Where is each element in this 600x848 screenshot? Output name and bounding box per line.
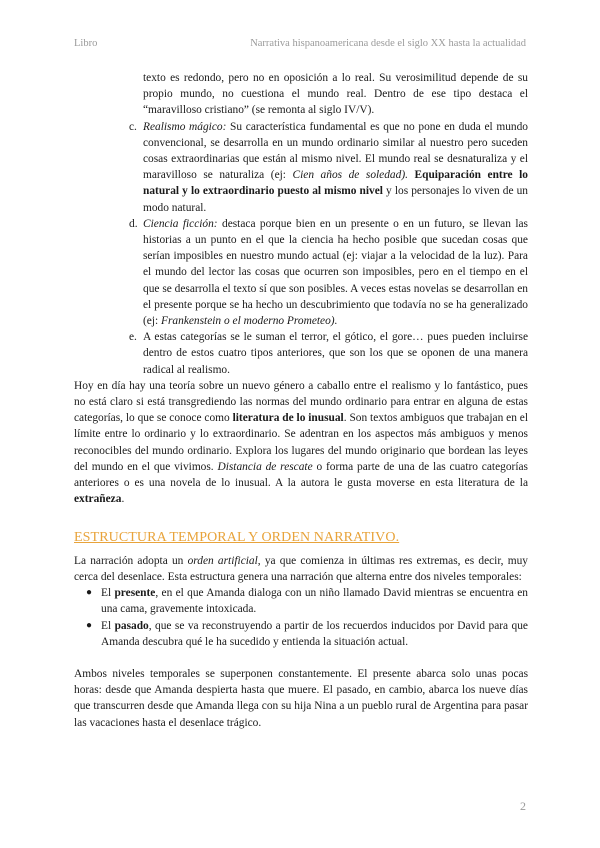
bold-term: presente xyxy=(114,587,156,600)
list-item-d xyxy=(74,216,528,329)
item-marker: e. xyxy=(129,331,137,344)
italic-term: orden artificial xyxy=(187,554,258,567)
item-text: destaca porque bien en un presente o en un futuro, se llevan las historias a un punto en el que la ciencia ha hecho posible que sucedan cosas que serían imposibles en nuestro mundo actual (ej: viajar a la velocidad de la luz). Para el mundo del lector las cosas que ocurren son imposibles, pero en el tiempo en el que se desarrolla el texto sí que son posibles. A veces estas novelas se desarrollan en el presente porque se ha hecho un descubrimiento que todavía no se ha generalizado (ej: xyxy=(143,217,528,328)
item-text: Su característica fundamental es que no pone en duda el mundo convencional, se desarrolla en un mundo ordinario similar al nuestro pero suceden cosas extraordinarias que están al mismo nivel. El mundo real se desnaturaliza y el maravilloso se naturaliza (ej: xyxy=(143,120,528,182)
item-marker: d. xyxy=(129,217,138,230)
item-marker: c. xyxy=(129,120,137,133)
text-run: . Son textos ambiguos que trabajan en el límite entre lo ordinario y lo extraordinario. Se adentran en los aspectos más ambiguos y menos reconocibles del mundo ordinario. Explora los lugares del mundo originario que bordean las leyes del mundo en el que vivimos. xyxy=(74,412,528,473)
text-run: , ya que comienza in últimas res extremas, es decir, muy cerca del desenlace. Esta estructura genera una narración que alterna entre dos niveles temporales: xyxy=(74,554,528,583)
section-heading: ESTRUCTURA TEMPORAL Y ORDEN NARRATIVO. xyxy=(74,530,400,546)
text-run: . xyxy=(121,493,125,506)
text-run: El xyxy=(101,587,115,600)
bullet-item-presente xyxy=(74,585,528,617)
text-run: o forma parte de una de las cuatro categorías anteriores o es una novela de lo inusual. A la autora le gusta moverse en esta literatura de la xyxy=(74,460,528,490)
text-run: , en el que Amanda dialoga con un niño llamado David mientras se encuentra en una cama, gravemente intoxicada. xyxy=(101,587,528,616)
bold-term: extrañeza xyxy=(74,493,122,506)
bold-term: pasado xyxy=(114,619,149,632)
item-text-end: y los personajes lo viven de un modo natural. xyxy=(143,185,528,214)
bold-term: literatura de lo inusual xyxy=(232,412,344,425)
item-example: Frankenstein o el moderno Prometeo). xyxy=(161,315,338,328)
list-item-e xyxy=(74,329,528,378)
text-run: , que se va reconstruyendo a partir de los recuerdos inducidos por David para que Amanda descubra qué le ha sucedido y entienda la situación actual. xyxy=(101,619,528,648)
list-item-c xyxy=(74,119,528,216)
paragraph-niveles: Ambos niveles temporales se superponen constantemente. El presente abarca solo unas pocas horas: desde que Amanda despierta hasta que muere. El pasado, en cambio, abarca los nueve días que transcurren desde que Amanda llega con su hija Nina a un pueblo rural de Argentina para pasar las vacaciones hasta el desenlace trágico. xyxy=(74,667,528,729)
item-b-continuation: texto es redondo, pero no en oposición a lo real. Su verosimilitud depende de su propio mundo, no cuestiona el mundo real. Dentro de ese tipo destaca el “maravilloso cristiano” (se remonta al siglo IV/V). xyxy=(143,72,528,117)
document-body xyxy=(74,70,528,731)
page-number: 2 xyxy=(520,799,526,813)
item-term: Realismo mágico: xyxy=(143,120,227,133)
text-run: La narración adopta un xyxy=(74,554,188,567)
bullet-dot-icon: ● xyxy=(86,619,93,631)
item-text: A estas categorías se le suman el terror, el gótico, el gore… pues pueden incluirse dentro de estos cuatro tipos anteriores, que son los que se oponen de una manera radical al realismo. xyxy=(143,331,528,376)
item-example: Cien años de soledad). xyxy=(292,169,408,182)
bullet-list xyxy=(74,585,528,650)
bullet-item-pasado xyxy=(74,618,528,650)
item-bold-text: Equiparación entre lo natural y lo extraordinario puesto al mismo nivel xyxy=(143,169,528,198)
text-run: El xyxy=(101,619,115,632)
header-left-title: Libro xyxy=(74,38,98,49)
bullet-dot-icon: ● xyxy=(86,587,93,599)
book-title: Distancia de rescate xyxy=(217,460,313,473)
item-term: Ciencia ficción: xyxy=(143,217,218,230)
text-run: Hoy en día hay una teoría sobre un nuevo género a caballo entre el realismo y lo fantástico, pues no está claro si está transgrediendo las normas del mundo ordinario para entrar en alguna de estas categorías, lo que se conoce como xyxy=(74,379,528,425)
paragraph-narracion xyxy=(74,553,528,585)
page-header xyxy=(74,38,526,52)
paragraph-inusual xyxy=(74,378,528,508)
header-right-title: Narrativa hispanoamericana desde el siglo XX hasta la actualidad xyxy=(250,38,526,49)
